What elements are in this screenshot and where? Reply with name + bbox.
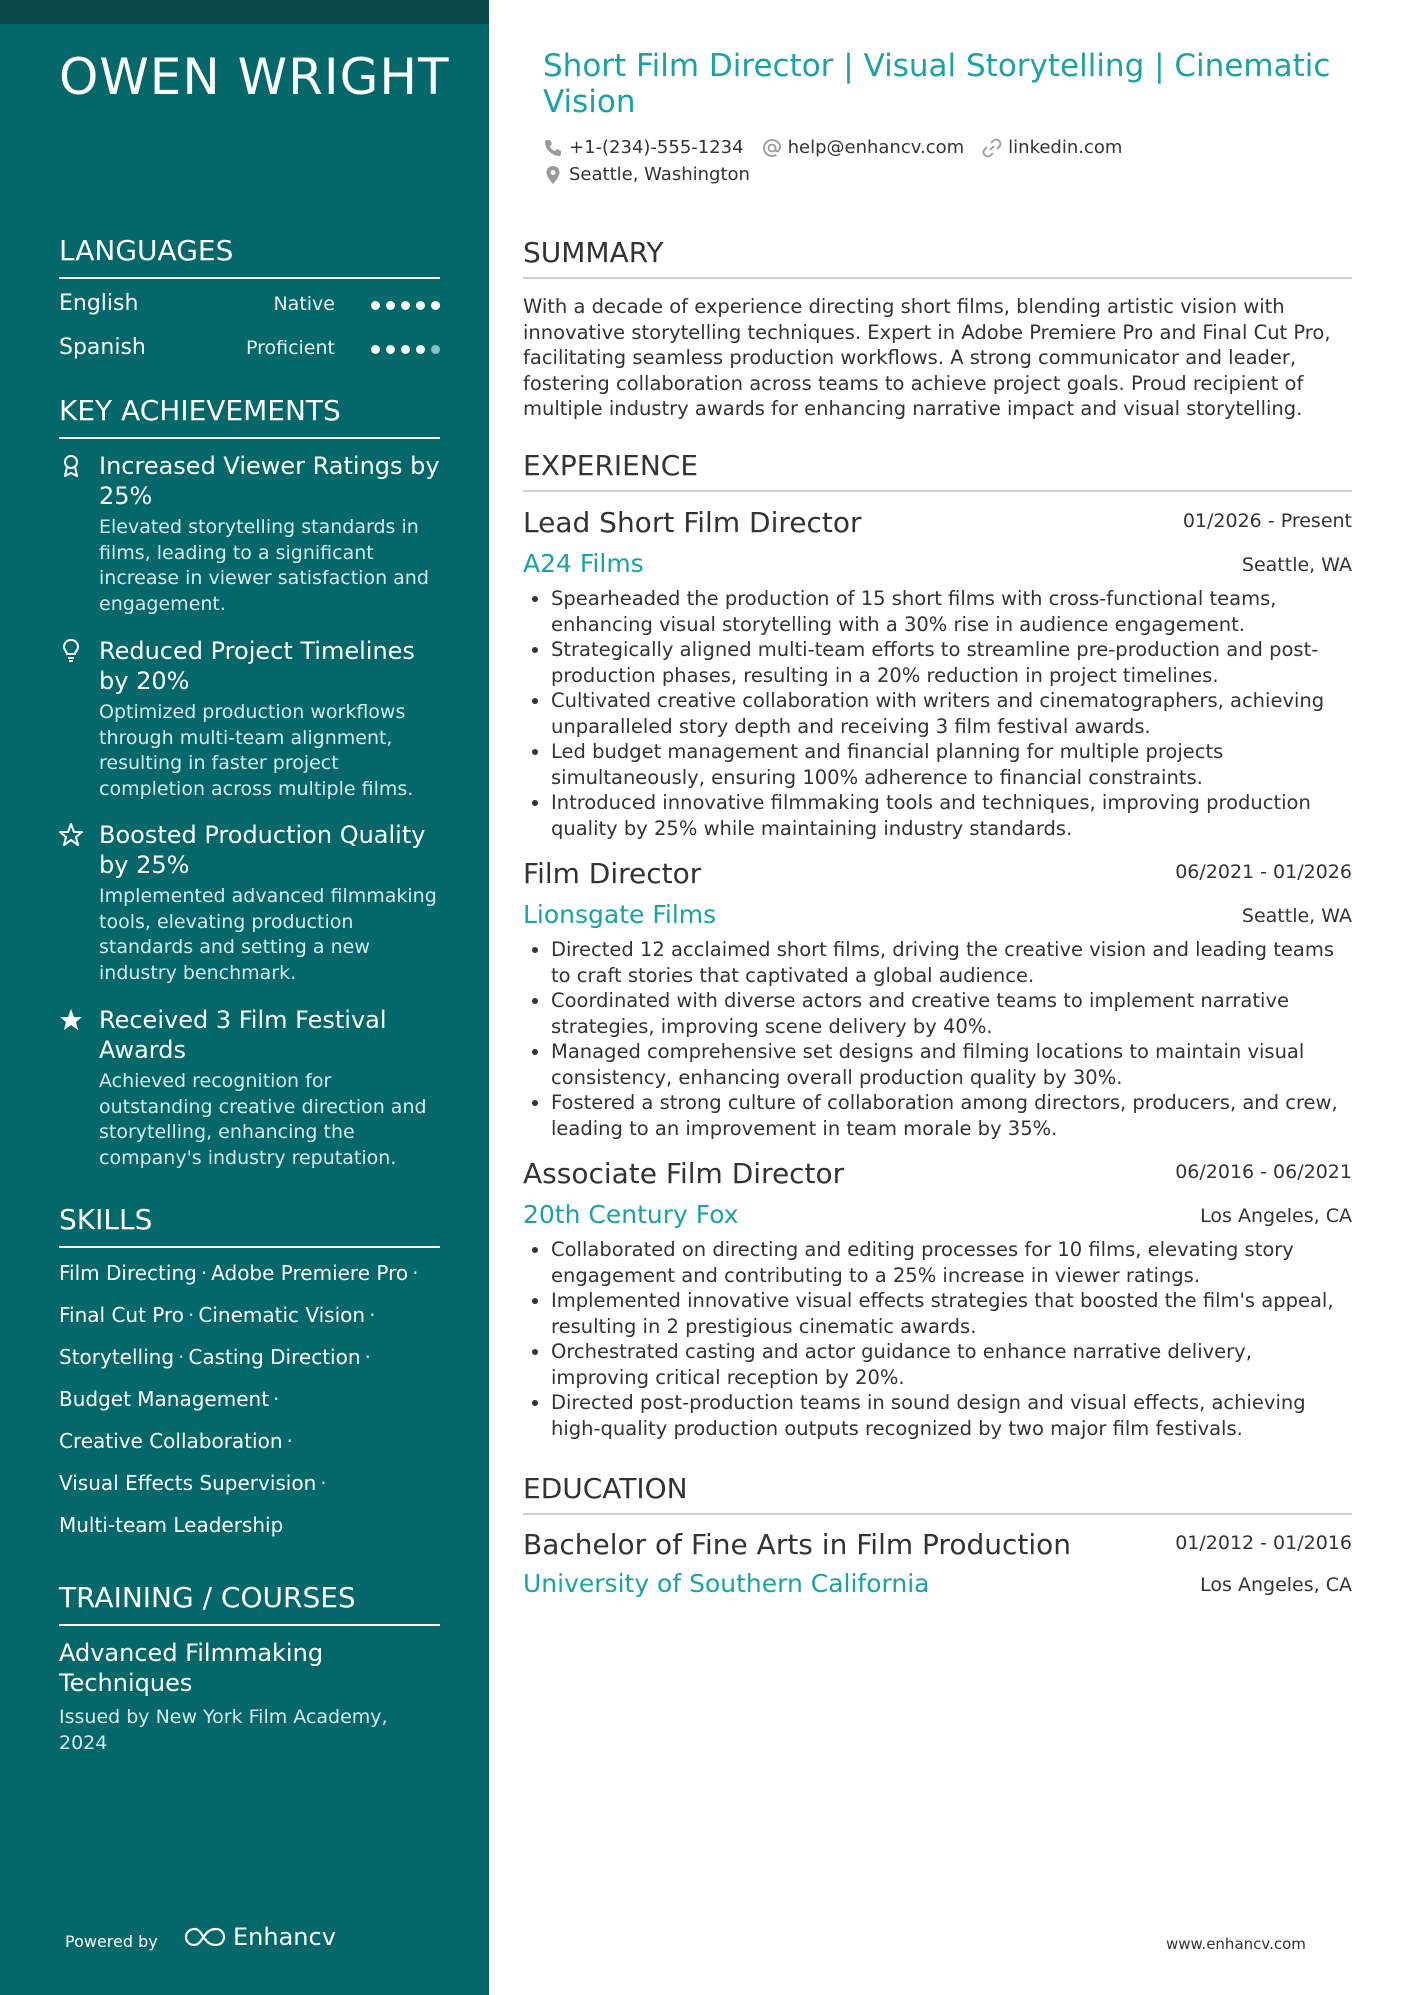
at-icon [762, 138, 782, 158]
language-row [59, 335, 440, 367]
proficiency-dot [401, 345, 410, 354]
award-icon [59, 453, 83, 479]
job-title: Associate Film Director [523, 1157, 845, 1190]
bullet-item: • Directed 12 acclaimed short films, driving the creative vision and leading teams to craft stories that captivated a global audience. [551, 937, 1352, 988]
achievement-description: Optimized production workflows through multi-team alignment, resulting in faster project completion across multiple films. [99, 701, 414, 800]
experience-entry [523, 506, 1352, 841]
experience-entry [523, 857, 1352, 1141]
footer-url[interactable]: www.enhancv.com [1166, 1935, 1306, 1953]
bullet-item: • Cultivated creative collaboration with writers and cinematographers, achieving unparalleled story depth and receiving 3 film festival awards. [551, 688, 1352, 739]
linkedin-contact[interactable] [982, 137, 1122, 158]
bullet-item: • Collaborated on directing and editing processes for 10 films, elevating story engagement and contributing to a 25% increase in viewer ratings. [551, 1237, 1352, 1288]
language-name: Spanish [59, 335, 146, 360]
company-name: A24 Films [523, 549, 644, 578]
achievement-item [59, 451, 440, 617]
location-text: Seattle, Washington [569, 164, 750, 185]
proficiency-dot [416, 345, 425, 354]
enhancv-logo[interactable] [183, 1923, 336, 1951]
proficiency-dot [386, 345, 395, 354]
location-pin-icon [543, 165, 563, 185]
star-outline-icon [59, 822, 83, 848]
proficiency-dot [371, 301, 380, 310]
proficiency-dot-empty [431, 345, 440, 354]
candidate-name: OWEN WRIGHT [59, 48, 450, 106]
job-dates: 01/2026 - Present [1182, 510, 1352, 532]
summary-text: With a decade of experience directing short films, blending artistic vision with innovative storytelling techniques. Expert in Adobe Premiere Pro and Final Cut Pro, facilitating seamless production workflows. A strong communicator and leader, fostering collaboration across teams to achieve project goals. Proud recipient of multiple industry awards for enhancing narrative impact and visual storytelling. [523, 295, 1331, 420]
lightbulb-icon [59, 638, 83, 664]
job-location: Seattle, WA [1241, 554, 1352, 576]
training-issuer: Issued by New York Film Academy, 2024 [59, 1706, 388, 1754]
skills-line: Budget Management · [59, 1387, 280, 1411]
skills-line: Visual Effects Supervision · [59, 1471, 327, 1495]
language-row [59, 291, 440, 323]
school-location: Los Angeles, CA [1200, 1574, 1352, 1596]
skills-line: Final Cut Pro · Cinematic Vision · [59, 1303, 376, 1327]
headline: Short Film Director | Visual Storytelling | Cinematic Vision [543, 48, 1331, 120]
enhancv-logo-icon [183, 1924, 227, 1950]
location-contact [543, 164, 750, 185]
job-bullets [523, 937, 1352, 1141]
job-dates: 06/2021 - 01/2026 [1175, 861, 1352, 883]
sidebar [0, 0, 489, 1995]
training-title: Advanced Filmmaking Techniques [59, 1639, 324, 1697]
degree-title: Bachelor of Fine Arts in Film Production [523, 1528, 1071, 1561]
achievement-description: Elevated storytelling standards in films, leading to a significant increase in viewer satisfaction and engagement. [99, 516, 429, 615]
bullet-item: • Orchestrated casting and actor guidance to enhance narrative delivery, improving critical reception by 20%. [551, 1339, 1352, 1390]
achievement-title: Received 3 Film Festival Awards [99, 1006, 387, 1064]
skill-item: Visual Effects Supervision [59, 1471, 317, 1495]
phone-icon [543, 138, 563, 158]
bullet-item: • Implemented innovative visual effects strategies that boosted the film's appeal, resulting in 2 prestigious cinematic awards. [551, 1288, 1352, 1339]
proficiency-dot [386, 301, 395, 310]
achievement-item [59, 636, 440, 802]
skill-item: Creative Collaboration [59, 1429, 283, 1453]
achievement-title: Boosted Production Quality by 25% [99, 821, 426, 879]
skill-item: Multi-team Leadership [59, 1513, 284, 1537]
company-name: 20th Century Fox [523, 1200, 739, 1229]
summary-heading: SUMMARY [523, 236, 1352, 279]
bullet-item: • Introduced innovative filmmaking tools and techniques, improving production quality by 25% while maintaining industry standards. [551, 790, 1352, 841]
skill-item: Storytelling [59, 1345, 175, 1369]
achievement-item [59, 820, 440, 986]
sidebar-top-bar [0, 0, 489, 24]
education-entry [523, 1528, 1352, 1600]
proficiency-dots [371, 345, 440, 354]
achievements-heading: KEY ACHIEVEMENTS [59, 394, 440, 439]
bullet-item: • Led budget management and financial planning for multiple projects simultaneously, ensuring 100% adherence to financial constraints. [551, 739, 1352, 790]
linkedin-text: linkedin.com [1008, 137, 1123, 158]
link-icon [982, 138, 1002, 158]
achievement-description: Implemented advanced filmmaking tools, elevating production standards and setting a new industry benchmark. [99, 885, 437, 984]
skill-item: Budget Management [59, 1387, 270, 1411]
job-location: Los Angeles, CA [1200, 1205, 1352, 1227]
skills-line [59, 1513, 283, 1537]
training-heading: TRAINING / COURSES [59, 1581, 440, 1626]
contact-row [543, 164, 750, 185]
education-heading: EDUCATION [523, 1472, 1352, 1515]
bullet-item: • Coordinated with diverse actors and creative teams to implement narrative strategies, improving scene delivery by 40%. [551, 988, 1352, 1039]
school-name: University of Southern California [523, 1569, 930, 1598]
skills-line: Creative Collaboration · [59, 1429, 293, 1453]
language-level: Native [273, 293, 335, 315]
phone-text: +1-(234)-555-1234 [569, 137, 744, 158]
experience-entry [523, 1157, 1352, 1441]
job-location: Seattle, WA [1241, 905, 1352, 927]
phone-contact[interactable] [543, 137, 744, 158]
job-dates: 06/2016 - 06/2021 [1175, 1161, 1352, 1183]
job-bullets [523, 1237, 1352, 1441]
bullet-item: • Strategically aligned multi-team efforts to streamline pre-production and post-production phases, resulting in a 20% reduction in project timelines. [551, 637, 1352, 688]
email-text: help@enhancv.com [787, 137, 965, 158]
education-dates: 01/2012 - 01/2016 [1175, 1532, 1352, 1554]
achievement-item [59, 1005, 440, 1171]
brand-name: Enhancv [233, 1923, 336, 1951]
bullet-item: • Directed post-production teams in sound design and visual effects, achieving high-quality production outputs recognized by two major film festivals. [551, 1390, 1352, 1441]
skills-line: Storytelling · Casting Direction · [59, 1345, 371, 1369]
proficiency-dots [371, 301, 440, 310]
star-filled-icon [59, 1007, 83, 1033]
job-title: Film Director [523, 857, 702, 890]
language-level: Proficient [245, 337, 335, 359]
proficiency-dot [431, 301, 440, 310]
skill-item: Film Directing [59, 1261, 197, 1285]
skill-item: Adobe Premiere Pro [211, 1261, 409, 1285]
skill-item: Casting Direction [188, 1345, 361, 1369]
skills-heading: SKILLS [59, 1203, 440, 1248]
skills-line: Film Directing · Adobe Premiere Pro · [59, 1261, 419, 1285]
bullet-item: • Spearheaded the production of 15 short films with cross-functional teams, enhancing visual storytelling with a 30% rise in audience engagement. [551, 586, 1352, 637]
job-title: Lead Short Film Director [523, 506, 862, 539]
achievement-title: Reduced Project Timelines by 20% [99, 637, 415, 695]
proficiency-dot [401, 301, 410, 310]
job-bullets [523, 586, 1352, 841]
company-name: Lionsgate Films [523, 900, 717, 929]
languages-heading: LANGUAGES [59, 234, 440, 279]
achievement-title: Increased Viewer Ratings by 25% [99, 452, 440, 510]
skill-item: Cinematic Vision [198, 1303, 366, 1327]
experience-heading: EXPERIENCE [523, 449, 1352, 492]
skill-item: Final Cut Pro [59, 1303, 185, 1327]
contact-row [543, 137, 1122, 158]
bullet-item: • Managed comprehensive set designs and filming locations to maintain visual consistency, enhancing overall production quality by 30%. [551, 1039, 1352, 1090]
email-contact[interactable] [762, 137, 965, 158]
powered-by-label: Powered by [65, 1932, 158, 1951]
language-name: English [59, 291, 139, 316]
proficiency-dot [371, 345, 380, 354]
achievement-description: Achieved recognition for outstanding creative direction and storytelling, enhancing the company's industry reputation. [99, 1070, 427, 1169]
proficiency-dot [416, 301, 425, 310]
bullet-item: • Fostered a strong culture of collaboration among directors, producers, and crew, leading to an improvement in team morale by 35%. [551, 1090, 1352, 1141]
